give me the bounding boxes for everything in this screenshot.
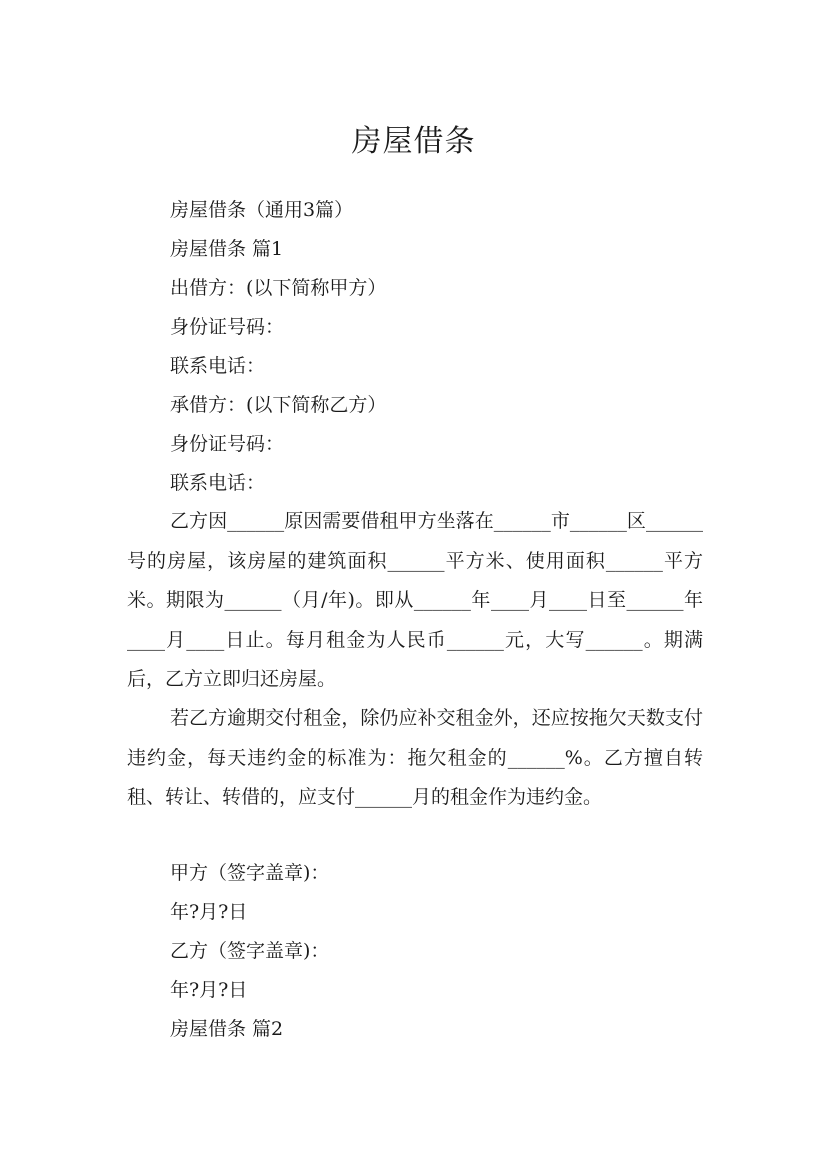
paragraph-penalty: 若乙方逾期交付租金，除仍应补交租金外，还应按拖欠天数支付违约金，每天违约金的标准为：拖欠租金的______%。乙方擅自转租、转让、转借的，应支付______月的租金作为违约金。 (127, 707, 703, 808)
doc-line-heading: 房屋借条（通用3篇） (170, 199, 354, 221)
doc-line-borrower-id: 身份证号码： (170, 433, 285, 455)
signature-party-a: 甲方（签字盖章)： (170, 862, 330, 884)
doc-line-lender-phone: 联系电话： (170, 355, 266, 377)
doc-line-borrower: 承借方：(以下简称乙方） (170, 394, 387, 416)
doc-line-lender-id: 身份证号码： (170, 316, 285, 338)
doc-line-lender: 出借方：(以下简称甲方） (170, 277, 387, 299)
doc-line-section-2: 房屋借条 篇2 (170, 1018, 284, 1040)
doc-line-borrower-phone: 联系电话： (170, 472, 266, 494)
doc-line-section-1: 房屋借条 篇1 (170, 238, 284, 260)
paragraph-terms: 乙方因______原因需要借租甲方坐落在______市______区______号的房屋，该房屋的建筑面积______平方米、使用面积______平方米。期限为______（月/年)。即从______年____月____日至______年____月____日止。每月租金为人民币______元，大写______。期满后，乙方立即归还房屋。 (127, 510, 703, 690)
signature-party-b: 乙方（签字盖章)： (170, 940, 330, 962)
signature-date-b: 年?月?日 (170, 979, 248, 1001)
signature-date-a: 年?月?日 (170, 901, 248, 923)
document-title: 房屋借条 (351, 124, 476, 160)
